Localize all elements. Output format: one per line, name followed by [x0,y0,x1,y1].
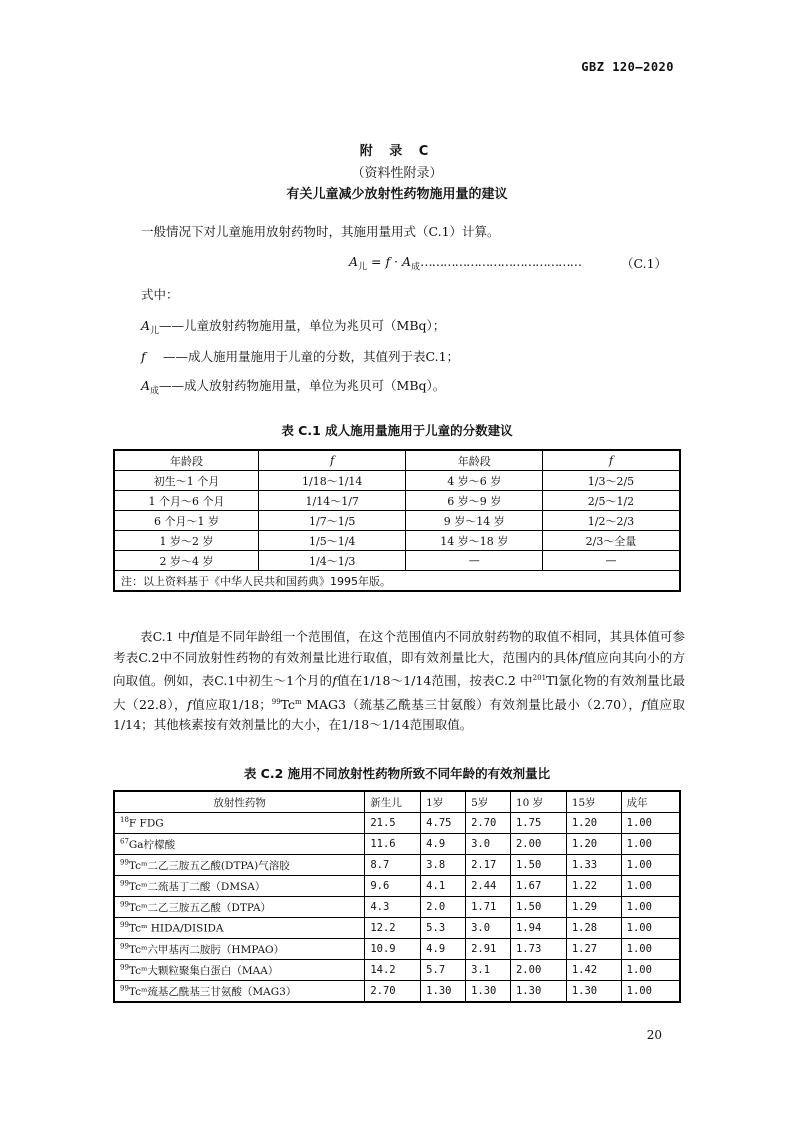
value-cell: 3.0 [466,918,511,939]
table-row [114,918,680,939]
value-cell: 9.6 [365,876,421,897]
value-cell: 1.50 [510,855,566,876]
isotope-mass: 99 [120,963,129,971]
isotope-mass: 99 [120,879,129,887]
isotope-mass: 99 [120,984,129,992]
value-cell: 1.22 [566,876,621,897]
formula [349,254,581,273]
cell: 1/14～1/7 [258,491,406,511]
isotope-mass: 18 [120,816,129,825]
def-a-adult [141,376,445,397]
cell: 1 个月～6 个月 [114,491,258,511]
value-cell: 1.00 [621,939,680,960]
value-cell: 2.17 [466,855,511,876]
drug-name-cell [114,813,365,834]
isotope-mass: 99 [120,900,129,908]
value-cell: 1.00 [621,813,680,834]
value-cell: 1.00 [621,981,680,1003]
def-a-child [141,316,445,337]
value-cell: 1.30 [510,981,566,1003]
drug-name: Tcᵐ HIDA/DISIDA [128,922,224,935]
drug-name-cell [114,960,365,981]
formula-eq: = [367,254,386,269]
header-cell: 年龄段 [406,450,543,471]
table-row [114,855,680,876]
value-cell: 1.75 [510,813,566,834]
text-run: MAG3（巯基乙酰基三甘氨酸）有效剂量比最小（2.70）， [301,696,642,712]
header-cell: 15岁 [566,791,621,813]
table-row [114,939,680,960]
cell: 4 岁～6 岁 [406,471,543,491]
text-run: 值是不同年龄组一个范围值，在这个范围值内不同放射药物的取值不相同，其具体值可参考表C.2中不同放射性药物的有效剂量比进行取值，即有效剂量比大，范围内的具体 [113,629,685,665]
value-cell: 4.1 [421,876,466,897]
cell: 1/7～1/5 [258,511,406,531]
drug-name: F FDG [128,817,164,830]
formula-f: f [385,254,391,269]
header-cell: 1岁 [421,791,466,813]
text-run: 值应取1/14；其他核素按有效剂量比的大小，在1/18～1/14范围取值。 [113,696,685,733]
drug-name: Tcᵐ二巯基丁二酸（DMSA） [128,880,266,893]
table-header-row [114,450,680,471]
value-cell: 14.2 [365,960,421,981]
value-cell: 1.30 [421,981,466,1003]
table-header-row [114,791,680,813]
table-row [114,531,680,551]
cell: 9 岁～14 岁 [406,511,543,531]
value-cell: 10.9 [365,939,421,960]
def-sub: 成 [150,386,160,397]
superscript: 99 [271,697,281,706]
table-row [114,551,680,571]
value-cell: 4.75 [421,813,466,834]
value-cell: 1.33 [566,855,621,876]
drug-name: Tcᵐ二乙三胺五乙酸（DTPA） [128,901,272,914]
text-run: 值应向其向小的方向取值。例如，表C.1中初生～1个月的 [113,649,685,689]
value-cell: 12.2 [365,918,421,939]
table-note-row [114,571,680,592]
text-run: Tl氯化物的有效剂量比最大（22.8）， [113,673,685,712]
drug-name-cell [114,981,365,1003]
table2 [113,790,681,1003]
value-cell: 1.29 [566,897,621,918]
header-cell: 放射性药物 [114,791,365,813]
value-cell: 2.70 [466,813,511,834]
value-cell: 2.70 [365,981,421,1003]
value-cell: 1.00 [621,897,680,918]
standard-code: GBZ 120—2020 [581,60,674,74]
header-cell: 5岁 [466,791,511,813]
def-symbol: A [141,378,151,393]
value-cell: 3.1 [466,960,511,981]
value-cell: 1.20 [566,834,621,855]
table-row [114,981,680,1003]
value-cell: 1.20 [566,813,621,834]
drug-name: Tcᵐ大颗粒聚集白蛋白（MAA） [128,964,279,977]
cell: 1/18～1/14 [258,471,406,491]
where-label: 式中： [141,287,179,302]
table-note: 注：以上资料基于《中华人民共和国药典》1995年版。 [114,571,680,592]
drug-name-cell [114,897,365,918]
cell: 6 个月～1 岁 [114,511,258,531]
header-cell: f [258,450,406,471]
def-sub: 儿 [150,326,160,337]
value-cell: 1.30 [566,981,621,1003]
value-cell: 2.44 [466,876,511,897]
table-row [114,960,680,981]
drug-name-cell [114,918,365,939]
cell: 1/5～1/4 [258,531,406,551]
value-cell: 8.7 [365,855,421,876]
value-cell: 3.0 [466,834,511,855]
table1-caption: 表 C.1 成人施用量施用于儿童的分数建议 [281,423,513,438]
value-cell: 1.30 [466,981,511,1003]
formula-sub-adult: 成 [411,262,421,273]
table-row [114,813,680,834]
table-row [114,511,680,531]
cell: 1/2～2/3 [542,511,680,531]
table-row [114,876,680,897]
isotope-mass: 99 [120,921,129,930]
cell: 2 岁～4 岁 [114,551,258,571]
value-cell: 1.28 [566,918,621,939]
value-cell: 1.00 [621,876,680,897]
value-cell: 1.00 [621,834,680,855]
cell: 初生～1 个月 [114,471,258,491]
value-cell: 1.00 [621,855,680,876]
symbol-f: f [332,673,337,689]
formula-dot: · [390,254,403,269]
formula-a-adult: A [402,254,412,269]
text-run: 表C.1 中 [140,629,191,644]
value-cell: 2.00 [510,960,566,981]
value-cell: 4.9 [421,834,466,855]
formula-sub-child: 儿 [358,262,368,273]
value-cell: 1.73 [510,939,566,960]
value-cell: 2.91 [466,939,511,960]
cell: 1/3～2/5 [542,471,680,491]
text-run: 值在1/18～1/14范围，按表C.2 中 [336,673,533,689]
def-symbol: A [141,318,151,333]
value-cell: 5.7 [421,960,466,981]
def-symbol: f [141,349,146,364]
isotope-mass: 99 [120,858,129,866]
header-cell: 年龄段 [114,450,258,471]
formula-a-child: A [349,254,359,269]
def-text: ——成人施用量施用于儿童的分数，其值列于表C.1； [163,349,460,364]
header-cell: 10 岁 [510,791,566,813]
cell: 2/5～1/2 [542,491,680,511]
def-text: ——成人放射药物施用量，单位为兆贝可（MBq）。 [159,378,446,393]
value-cell: 21.5 [365,813,421,834]
cell: 1/4～1/3 [258,551,406,571]
cell: 6 岁～9 岁 [406,491,543,511]
symbol-f: f [187,696,192,712]
appendix-type: （资料性附录） [351,166,443,181]
table-row [114,471,680,491]
drug-name-cell [114,939,365,960]
value-cell: 2.00 [510,834,566,855]
value-cell: 1.00 [621,960,680,981]
cell: 14 岁～18 岁 [406,531,543,551]
page-number: 20 [646,1028,662,1042]
isotope-mass: 67 [120,837,129,845]
cell: — [542,551,680,571]
text-run: 值应取1/18； [191,696,272,712]
value-cell: 1.67 [510,876,566,897]
def-f [141,347,459,365]
text-run: Tc [280,696,296,712]
header-cell: 新生儿 [365,791,421,813]
value-cell: 5.3 [421,918,466,939]
value-cell: 4.3 [365,897,421,918]
drug-name-cell [114,855,365,876]
value-cell: 1.00 [621,918,680,939]
intro-text: 一般情况下对儿童施用放射药物时，其施用量用式（C.1）计算。 [141,224,500,239]
symbol-f: f [641,696,646,712]
value-cell: 1.27 [566,939,621,960]
value-cell: 2.0 [421,897,466,918]
table1 [113,449,681,592]
superscript: m [295,697,302,706]
value-cell: 1.94 [510,918,566,939]
value-cell: 1.50 [510,897,566,918]
drug-name: Tcᵐ巯基乙酰基三甘氨酸（MAG3） [128,985,297,998]
drug-name: Tcᵐ六甲基丙二胺肟（HMPAO） [128,943,285,956]
header-cell: f [542,450,680,471]
drug-name: Tcᵐ二乙三胺五乙酸(DTPA)气溶胶 [128,859,290,872]
table2-body [114,813,680,1003]
value-cell: 11.6 [365,834,421,855]
cell: 1 岁～2 岁 [114,531,258,551]
symbol-f: f [578,649,584,665]
isotope-mass: 99 [120,942,129,950]
drug-name: Ga柠檬酸 [128,838,176,851]
cell: — [406,551,543,571]
table-row [114,834,680,855]
header-cell: 成年 [621,791,680,813]
appendix-label: 附 录 C [359,144,435,159]
drug-name-cell [114,834,365,855]
appendix-title: 有关儿童减少放射性药物施用量的建议 [286,187,508,202]
superscript: 201 [532,674,547,682]
cell: 2/3～全量 [542,531,680,551]
formula-number: （C.1） [621,256,668,271]
value-cell: 3.8 [421,855,466,876]
drug-name-cell [114,876,365,897]
value-cell: 1.71 [466,897,511,918]
def-text: ——儿童放射药物施用量，单位为兆贝可（MBq）； [159,318,446,333]
value-cell: 1.42 [566,960,621,981]
value-cell: 4.9 [421,939,466,960]
table2-caption: 表 C.2 施用不同放射性药物所致不同年龄的有效剂量比 [243,766,551,781]
formula-leader: …………………………………… [420,254,582,269]
explanation-paragraph [113,627,685,736]
table-row [114,897,680,918]
symbol-f: f [190,629,195,644]
table-row [114,491,680,511]
